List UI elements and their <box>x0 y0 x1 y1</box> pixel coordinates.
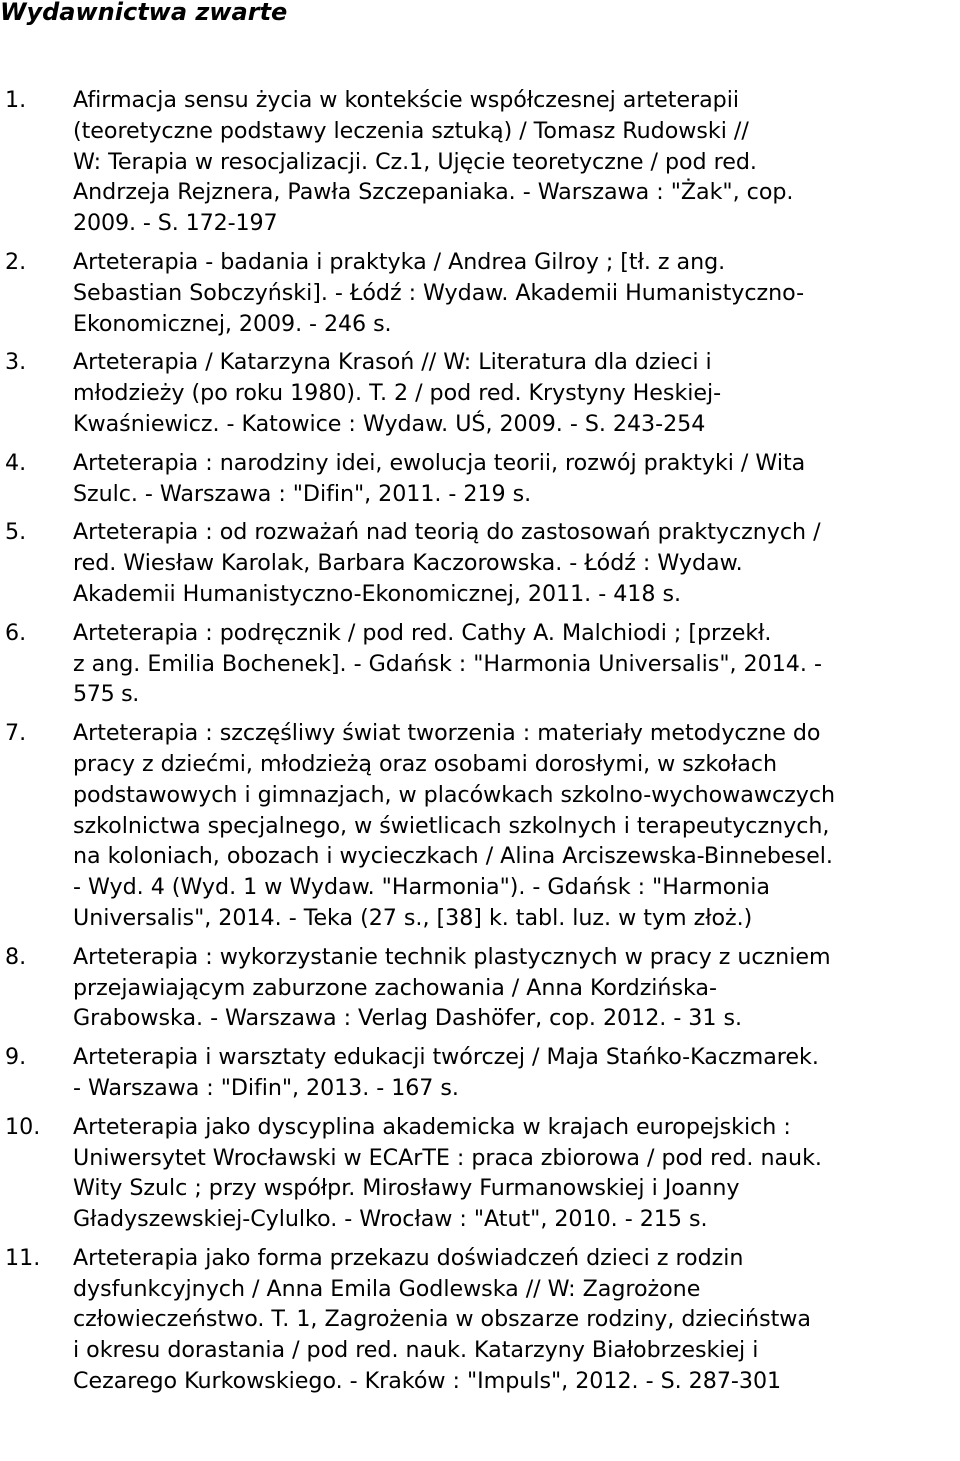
entry-number: 11. <box>5 1244 41 1271</box>
entry-text-line: na koloniach, obozach i wycieczkach / Alina Arciszewska-Binnebesel. <box>73 843 833 870</box>
entry-number: 10. <box>5 1113 41 1140</box>
bibliography-entry <box>0 1112 960 1235</box>
entry-text-line: red. Wiesław Karolak, Barbara Kaczorowska. - Łódź : Wydaw. <box>73 550 743 577</box>
entry-text-line: Kwaśniewicz. - Katowice : Wydaw. UŚ, 2009. - S. 243-254 <box>73 410 706 437</box>
entry-text-line: Cezarego Kurkowskiego. - Kraków : "Impuls", 2012. - S. 287-301 <box>73 1368 782 1395</box>
entry-text-line: Arteterapia : od rozważań nad teorią do zastosowań praktycznych / <box>73 519 821 546</box>
entry-text-line: Arteterapia / Katarzyna Krasoń // W: Literatura dla dzieci i <box>73 349 712 376</box>
entry-text-line: podstawowych i gimnazjach, w placówkach szkolno-wychowawczych <box>73 781 836 808</box>
entry-number: 4. <box>5 449 27 476</box>
entry-text-line: - Warszawa : "Difin", 2013. - 167 s. <box>73 1074 459 1101</box>
entry-text-line: Arteterapia : szczęśliwy świat tworzenia : materiały metodyczne do <box>73 720 821 747</box>
entry-text-line: Wity Szulc ; przy współpr. Mirosławy Furmanowskiej i Joanny <box>73 1175 740 1202</box>
entry-text-line: pracy z dziećmi, młodzieżą oraz osobami dorosłymi, w szkołach <box>73 750 778 777</box>
entry-number: 1. <box>5 87 27 113</box>
entry-text-line: Arteterapia : wykorzystanie technik plastycznych w pracy z uczniem <box>73 943 831 970</box>
bibliography-entry <box>0 618 960 710</box>
bibliography-entry <box>0 718 960 934</box>
entry-text-line: Arteterapia : narodziny idei, ewolucja teorii, rozwój praktyki / Wita <box>73 449 806 476</box>
entry-text-line: szkolnictwa specjalnego, w świetlicach szkolnych i terapeutycznych, <box>73 812 830 839</box>
entry-number: 7. <box>5 720 27 747</box>
entry-text-line: Arteterapia : podręcznik / pod red. Cathy A. Malchiodi ; [przekł. <box>73 619 772 646</box>
entry-text-line: młodzieży (po roku 1980). T. 2 / pod red. Krystyny Heskiej- <box>73 380 722 407</box>
entry-text-line: z ang. Emilia Bochenek]. - Gdańsk : "Harmonia Universalis", 2014. - <box>73 650 822 677</box>
bibliography-entry <box>0 448 960 510</box>
entry-number: 6. <box>5 619 27 646</box>
entry-text-line: 2009. - S. 172-197 <box>73 210 278 237</box>
entry-text-line: Sebastian Sobczyński]. - Łódź : Wydaw. Akademii Humanistyczno- <box>73 279 805 306</box>
entry-number: 3. <box>5 349 27 376</box>
entry-text-line: i okresu dorastania / pod red. nauk. Katarzyny Białobrzeskiej i <box>73 1337 759 1364</box>
entry-text-line: 575 s. <box>73 681 140 708</box>
entry-text-line: Afirmacja sensu życia w kontekście współczesnej arteterapii <box>73 87 739 113</box>
bibliography-list <box>0 85 960 1405</box>
entry-text-line: - Wyd. 4 (Wyd. 1 w Wydaw. "Harmonia"). - Gdańsk : "Harmonia <box>73 874 770 901</box>
entry-text-line: Akademii Humanistyczno-Ekonomicznej, 2011. - 418 s. <box>73 580 681 607</box>
entry-number: 5. <box>5 519 27 546</box>
entry-text-line: Arteterapia - badania i praktyka / Andrea Gilroy ; [tł. z ang. <box>73 248 726 275</box>
entry-text-line: Arteterapia jako dyscyplina akademicka w krajach europejskich : <box>73 1113 791 1140</box>
entry-text-line: (teoretyczne podstawy leczenia sztuką) / Tomasz Rudowski // <box>73 117 749 144</box>
entry-number: 2. <box>5 248 27 275</box>
entry-text-line: człowieczeństwo. T. 1, Zagrożenia w obszarze rodziny, dzieciństwa <box>73 1306 811 1333</box>
bibliography-entry <box>0 247 960 339</box>
entry-text-line: Grabowska. - Warszawa : Verlag Dashöfer, cop. 2012. - 31 s. <box>73 1005 743 1032</box>
entry-text-line: Universalis", 2014. - Teka (27 s., [38] k. tabl. luz. w tym złoż.) <box>73 904 753 931</box>
bibliography-entry <box>0 1243 960 1397</box>
bibliography-entry <box>0 347 960 439</box>
entry-text-line: Uniwersytet Wrocławski w ECArTE : praca zbiorowa / pod red. nauk. <box>73 1144 822 1171</box>
bibliography-entry <box>0 942 960 1034</box>
entry-text-line: Arteterapia i warsztaty edukacji twórczej / Maja Stańko-Kaczmarek. <box>73 1044 819 1071</box>
page-title: Wydawnictwa zwarte <box>0 0 288 26</box>
entry-text-line: Szulc. - Warszawa : "Difin", 2011. - 219 s. <box>73 480 532 507</box>
entry-text-line: Arteterapia jako forma przekazu doświadczeń dzieci z rodzin <box>73 1244 744 1271</box>
entry-text-line: przejawiającym zaburzone zachowania / Anna Kordzińska- <box>73 974 717 1001</box>
bibliography-entry <box>0 85 960 239</box>
bibliography-entry <box>0 1042 960 1104</box>
entry-number: 8. <box>5 943 27 970</box>
entry-text-line: Andrzeja Rejznera, Pawła Szczepaniaka. - Warszawa : "Żak", cop. <box>73 179 794 206</box>
entry-text-line: Ekonomicznej, 2009. - 246 s. <box>73 310 392 337</box>
entry-text-line: W: Terapia w resocjalizacji. Cz.1, Ujęcie teoretyczne / pod red. <box>73 148 757 175</box>
entry-text-line: dysfunkcyjnych / Anna Emila Godlewska // W: Zagrożone <box>73 1275 701 1302</box>
entry-number: 9. <box>5 1044 27 1071</box>
bibliography-entry <box>0 517 960 609</box>
entry-text-line: Gładyszewskiej-Cylulko. - Wrocław : "Atut", 2010. - 215 s. <box>73 1206 708 1233</box>
